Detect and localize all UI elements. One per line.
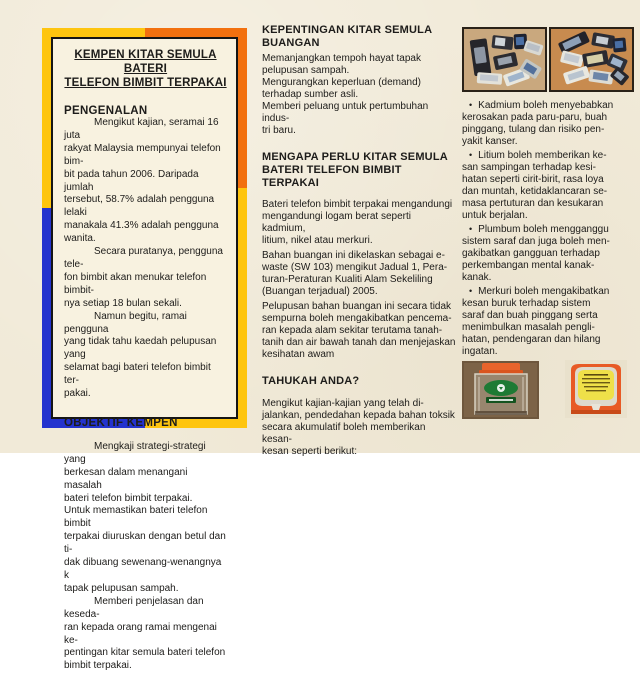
list-item-merkuri (462, 285, 635, 358)
middle-column (262, 24, 456, 458)
left-panel-box (51, 37, 238, 672)
used-batteries-photo-right (549, 27, 634, 92)
battery-photos (462, 27, 635, 92)
used-batteries-image-2 (551, 29, 632, 90)
objektif-paragraph: Memberi penjelasan dan keseda- ran kepada orang ramai mengenai ke- pentingan kitar semula bateri telefon bimbit terpakai. (64, 595, 226, 672)
tahukah-body: Mengikut kajian-kajian yang telah di- jalankan, pendedahan kepada bahan toksik secara akumulatif boleh memberikan kesan- kesan seperti berikut: (262, 398, 455, 457)
frame-segment-left-yellow (42, 28, 51, 208)
mengapa-paragraph: Pelupusan bahan buangan ini secara tidak sempurna boleh mengakibatkan pencema- ran kepada alam sekitar terutama tanah- tanih dan air bawah tanah dan menjejaskan kesihatan awam (262, 301, 456, 360)
list-item-text: Plumbum boleh mengganggu sistem saraf dan juga boleh men- gakibatkan gangguan terhadap perkembangan mental kanak- kanak. (462, 224, 610, 283)
frame-segment-right-yellow (238, 188, 247, 428)
frame-segment-right-orange (238, 28, 247, 188)
list-item-text: Kadmium boleh menyebabkan kerosakan pada paru-paru, buah pinggang, tulang dan risiko pen- yakit kanser. (462, 100, 614, 147)
mengapa-paragraph: Bateri telefon bimbit terpakai mengandungi mengandungi logam berat seperti kadmium, litium, nikel atau merkuri. (262, 199, 453, 246)
recycle-collection-box-photo (462, 361, 539, 419)
pengenalan-paragraph: Secara puratanya, pengguna tele- fon bimbit akan menukar telefon bimbit- nya setiap 18 bulan sekali. (64, 246, 223, 309)
bullet-icon: • (469, 286, 473, 296)
recycle-bin-photo (565, 360, 627, 418)
pengenalan-paragraph: Namun begitu, ramai pengguna yang tidak tahu kaedah pelupusan yang selamat bagi bateri telefon bimbit ter- pakai. (64, 310, 217, 400)
frame-segment-left-blue (42, 208, 51, 428)
bullet-icon: • (469, 100, 473, 110)
kepentingan-body: Memanjangkan tempoh hayat tapak pelupusan sampah. Mengurangkan keperluan (demand) terhadap sumber asli. Memberi peluang untuk pertumbuhan indus- tri baru. (262, 53, 429, 136)
used-batteries-image-1 (464, 29, 545, 90)
bullet-icon: • (469, 224, 473, 234)
right-column (462, 27, 635, 359)
list-item-text: Litium boleh memberikan ke- san sampingan terhadap kesi- hatan seperti cirit-birit, rasa loya dan muntah, ketidaklancaran se- masa pertuturan dan kesukaran untuk berjalan. (462, 150, 608, 221)
objektif-paragraph: Untuk memastikan bateri telefon bimbit terpakai diuruskan dengan betul dan ti- dak dibuang sewenang-wenangnya k tapak pelupusan sampah. (64, 505, 226, 594)
list-item-kadmium (462, 99, 635, 148)
bullet-icon: • (469, 150, 473, 160)
toxic-effects-list (462, 99, 635, 358)
list-item-text: Merkuri boleh mengakibatkan kesan buruk terhadap sistem saraf dan buah pinggang serta menimbulkan masalah pengli- hatan, pendengaran dan hilang ingatan. (462, 286, 610, 357)
objektif-paragraph: Mengkaji strategi-strategi yang berkesan dalam menangani masalah bateri telefon bimbit terpakai. (64, 440, 206, 504)
heading-pengenalan: PENGENALAN (64, 105, 148, 117)
left-panel-frame (42, 28, 247, 672)
frame-segment-top-orange (145, 28, 248, 37)
pengenalan-paragraph: Mengikut kajian, seramai 16 juta rakyat Malaysia mempunyai telefon bim- bit pada tahun 2006. Daripada jumlah tersebut, 58.7% adalah pengguna lelaki manakala 41.3% adalah pengguna wanita. (64, 117, 221, 245)
list-item-plumbum (462, 223, 635, 284)
heading-kepentingan: KEPENTINGAN KITAR SEMULA BUANGAN (262, 24, 433, 49)
recycle-bin-image (565, 360, 627, 418)
heading-tahukah-anda: TAHUKAH ANDA? (262, 375, 360, 387)
heading-mengapa: MENGAPA PERLU KITAR SEMULA BATERI TELEFON BIMBIT TERPAKAI (262, 151, 448, 189)
list-item-litium (462, 149, 635, 222)
mengapa-paragraph: Bahan buangan ini dikelaskan sebagai e- waste (SW 103) mengikut Jadual 1, Pera- turan-Peraturan Kualiti Alam Sekeliling (Buangan terjadual) 2005. (262, 250, 448, 297)
frame-segment-top-yellow (42, 28, 145, 37)
recycle-collection-box-image (462, 361, 539, 419)
used-batteries-photo-left (462, 27, 547, 92)
heading-objektif-kempen: OBJEKTIF KEMPEN (64, 416, 178, 429)
campaign-title: KEMPEN KITAR SEMULA BATERI TELEFON BIMBIT TERPAKAI (64, 49, 227, 89)
